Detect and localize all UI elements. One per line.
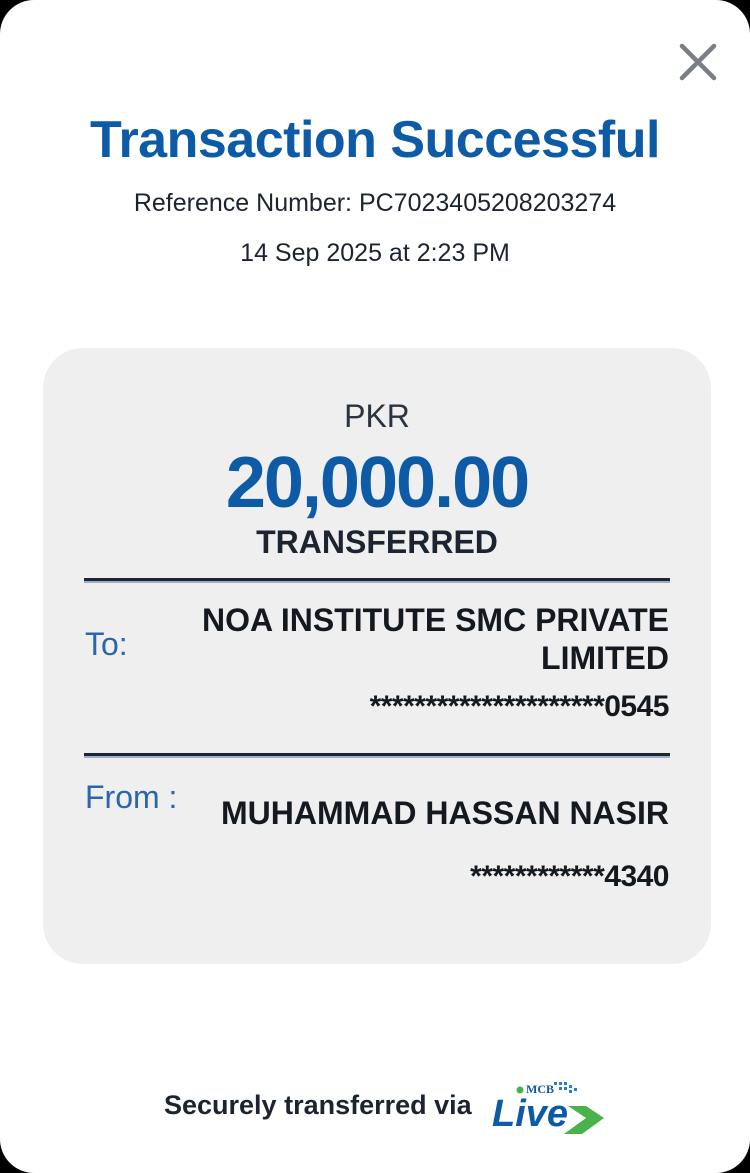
transaction-datetime: 14 Sep 2025 at 2:23 PM [240,239,510,267]
recipient-name: NOA INSTITUTE SMC PRIVATE LIMITED [202,602,669,676]
to-label: To: [85,626,128,662]
logo-brand-text: MCB [525,1082,554,1096]
sender-account: ************4340 [470,860,669,893]
recipient-account: *********************0545 [369,690,669,723]
close-button[interactable] [676,40,720,84]
logo-word-text: Live [491,1093,568,1134]
close-icon[interactable] [676,40,720,84]
sender-name: MUHAMMAD HASSAN NASIR [221,795,669,831]
mcb-live-logo [482,1076,607,1134]
transaction-card [43,348,711,964]
reference-number: Reference Number: PC7023405208203274 [133,189,617,217]
footer [164,1076,607,1134]
currency-label: PKR [344,398,410,434]
page-title: Transaction Successful [90,111,660,169]
amount-value: 20,000.00 [225,443,529,523]
footer-text: Securely transferred via [164,1089,472,1120]
from-label: From : [85,779,178,815]
divider [84,753,670,758]
divider [84,578,670,583]
status-label: TRANSFERRED [256,524,498,560]
